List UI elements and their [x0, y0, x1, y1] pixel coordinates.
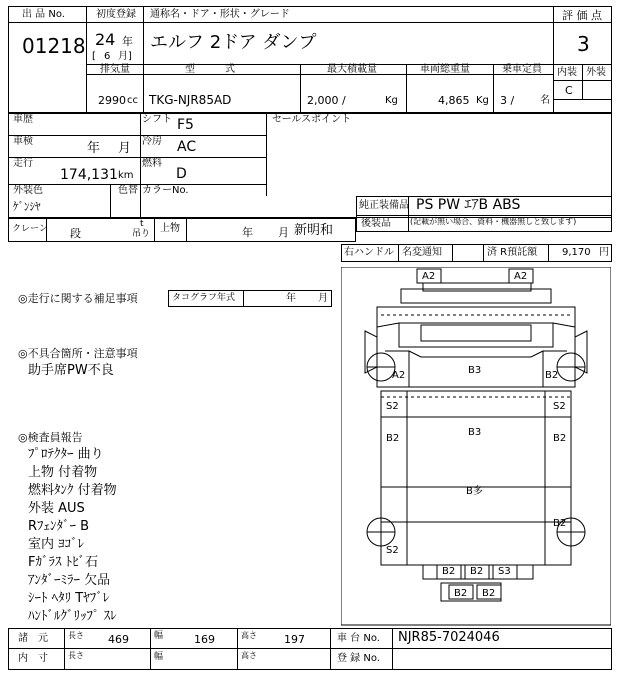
model-type-label: 型 式: [185, 64, 235, 75]
report-item: ﾊﾝﾄﾞﾙｸﾞﾘｯﾌﾟ ｽﾚ: [28, 609, 117, 624]
capacity-label: 乗車定員: [502, 64, 542, 75]
report-item: ｼｰﾄ ﾍﾀﾘ Tﾔﾌﾞﾚ: [28, 591, 110, 606]
mileage-unit: km: [118, 170, 134, 181]
equipment-value: PS PW ｴｱB ABS: [416, 197, 521, 213]
exterior-color-value: ｹﾞﾝｼﾔ: [13, 200, 41, 213]
exterior-label: 外装: [586, 67, 606, 78]
report-item: Fｶﾞﾗｽ ﾄﾋﾞ石: [28, 555, 99, 570]
interior-height-label: 高さ: [241, 651, 257, 660]
year-unit: 年: [122, 35, 133, 48]
registration-label: 登 録 No.: [337, 653, 380, 664]
damage-code-rear-3: S3: [498, 566, 511, 577]
capacity-unit: 名: [540, 95, 550, 106]
specs-dims-label: 諸 元: [18, 633, 48, 644]
recycle-deposit-amount: 9,170: [562, 247, 591, 258]
footer-frame: [8, 628, 612, 670]
tachograph-month-unit: 月: [318, 293, 328, 304]
inspection-year-unit: 年: [87, 141, 101, 156]
interior-score: C: [565, 84, 573, 97]
interior-dims-label: 内 寸: [18, 653, 48, 664]
score-label: 評 価 点: [562, 9, 602, 22]
body-year-unit: 年: [242, 226, 253, 239]
chassis-label: 車 台 No.: [337, 633, 380, 644]
chassis-number: NJR85-7024046: [398, 630, 500, 645]
crane-stage-unit: 段: [70, 227, 81, 240]
defect-item: 助手席PW不良: [28, 363, 114, 378]
damage-code-rear-2: B2: [470, 566, 484, 577]
report-item: ｱﾝﾀﾞｰﾐﾗｰ 欠品: [28, 573, 111, 588]
fuel-value: D: [176, 166, 187, 182]
max-load-unit: Kg: [385, 95, 398, 106]
damage-code-rear-1: B2: [442, 566, 456, 577]
first-registration-year: 24: [95, 30, 116, 49]
max-load-value: 2,000 /: [307, 94, 346, 107]
report-item: Rﾌｪﾝﾀﾞｰ B: [28, 519, 90, 534]
width-label: 幅: [154, 631, 164, 641]
displacement-unit: cc: [127, 95, 138, 106]
damage-code-right-rear: B2: [553, 518, 567, 529]
crane-ton-unit: t: [140, 219, 144, 229]
displacement-value: 2990: [98, 94, 126, 107]
mileage-label: 走行: [13, 158, 33, 169]
length-label: 長さ: [68, 631, 84, 640]
report-item: ﾌﾟﾛﾃｸﾀｰ 曲り: [28, 447, 104, 462]
height-value: 197: [284, 633, 305, 646]
report-item: 上物 付着物: [28, 465, 98, 480]
report-item: 外装 AUS: [28, 501, 85, 516]
aftermarket-label: 後装品: [361, 218, 391, 229]
capacity-value: 3 /: [500, 94, 515, 107]
gross-weight-label: 車両総重量: [420, 64, 470, 75]
inspection-month-unit: 月: [118, 141, 132, 156]
shift-label: シフト: [142, 114, 172, 125]
first-registration-label: 初度登録: [96, 9, 136, 20]
tachograph-year-unit: 年: [286, 293, 296, 304]
lot-number: 01218: [22, 34, 86, 58]
damage-code-cab-right: B2: [545, 370, 559, 381]
damage-code-bumper-1: B2: [454, 588, 468, 599]
length-value: 469: [108, 633, 129, 646]
month-bracket: [: [92, 51, 96, 62]
damage-code-left-rear: S2: [386, 545, 399, 556]
height-label: 高さ: [241, 631, 257, 640]
vehicle-name-label: 通称名・ドア・形状・グレード: [150, 9, 290, 20]
mileage-value: 174,131: [60, 167, 118, 183]
damage-code-cab-left: A2: [392, 370, 406, 381]
interior-length-label: 長さ: [68, 651, 84, 660]
gross-weight-unit: Kg: [476, 95, 489, 106]
damage-code-left-side-2: B2: [386, 433, 400, 444]
inspection-label: 車検: [13, 136, 33, 147]
overall-score: 3: [577, 32, 590, 56]
model-value: TKG-NJR85AD: [149, 93, 232, 107]
damage-code-front-left: A2: [422, 271, 436, 282]
color-change-label: 色替: [118, 185, 138, 196]
damage-code-cab: B3: [468, 365, 482, 376]
tachograph-label: タコグラフ年式: [172, 293, 236, 303]
max-load-label: 最大積載量: [327, 64, 377, 75]
sales-point-label: セールスポイント: [272, 114, 352, 125]
history-label: 車歴: [13, 114, 33, 125]
displacement-label: 排気量: [100, 64, 130, 75]
crane-label: クレーン: [12, 224, 48, 234]
damage-code-bed: B3: [468, 427, 482, 438]
lot-number-label: 出 品 No.: [22, 9, 65, 20]
ac-value: AC: [177, 139, 197, 155]
color-number-label: カラーNo.: [142, 185, 189, 196]
right-hand-drive-label: 右ハンドル: [344, 247, 394, 258]
damage-code-left-side-1: S2: [386, 401, 399, 412]
ac-label: 冷房: [142, 136, 162, 147]
first-registration-month: 6: [104, 51, 111, 62]
damage-code-bumper-2: B2: [482, 588, 496, 599]
recycle-deposit-label: 済 R預託額: [487, 247, 538, 258]
width-value: 169: [194, 633, 215, 646]
shift-value: F5: [177, 117, 194, 133]
inspector-report-title: ◎検査員報告: [18, 431, 83, 444]
damage-code-bed-floor: B多: [466, 486, 483, 497]
aftermarket-note: (記載が無い場合、資料・機器無しと致します): [410, 217, 577, 226]
supplement-title: ◎走行に関する補足事項: [18, 292, 138, 305]
body-month-unit: 月: [278, 226, 289, 239]
interior-width-label: 幅: [154, 652, 164, 662]
defect-title: ◎不具合箇所・注意事項: [18, 347, 138, 360]
body-label: 上物: [160, 223, 180, 234]
body-maker: 新明和: [294, 223, 334, 238]
name-change-label: 名変通知: [402, 247, 442, 258]
vehicle-name: エルフ 2ドア ダンプ: [150, 32, 317, 53]
exterior-color-label: 外装色: [13, 185, 43, 196]
equipment-label: 純正装備品: [359, 200, 409, 211]
damage-code-front-right: A2: [514, 271, 528, 282]
crane-lift-unit: 吊り: [132, 229, 151, 239]
history-frame: [8, 113, 612, 218]
interior-label: 内装: [557, 67, 577, 78]
fuel-label: 燃料: [142, 158, 162, 169]
month-unit: 月]: [118, 51, 132, 62]
report-item: 室内 ﾖｺﾞﾚ: [28, 537, 85, 552]
gross-weight-value: 4,865: [438, 94, 470, 107]
damage-code-right-side-2: B2: [553, 433, 567, 444]
damage-code-right-side-1: S2: [553, 401, 566, 412]
recycle-deposit-unit: 円: [599, 247, 609, 258]
report-item: 燃料ﾀﾝｸ 付着物: [28, 483, 117, 498]
